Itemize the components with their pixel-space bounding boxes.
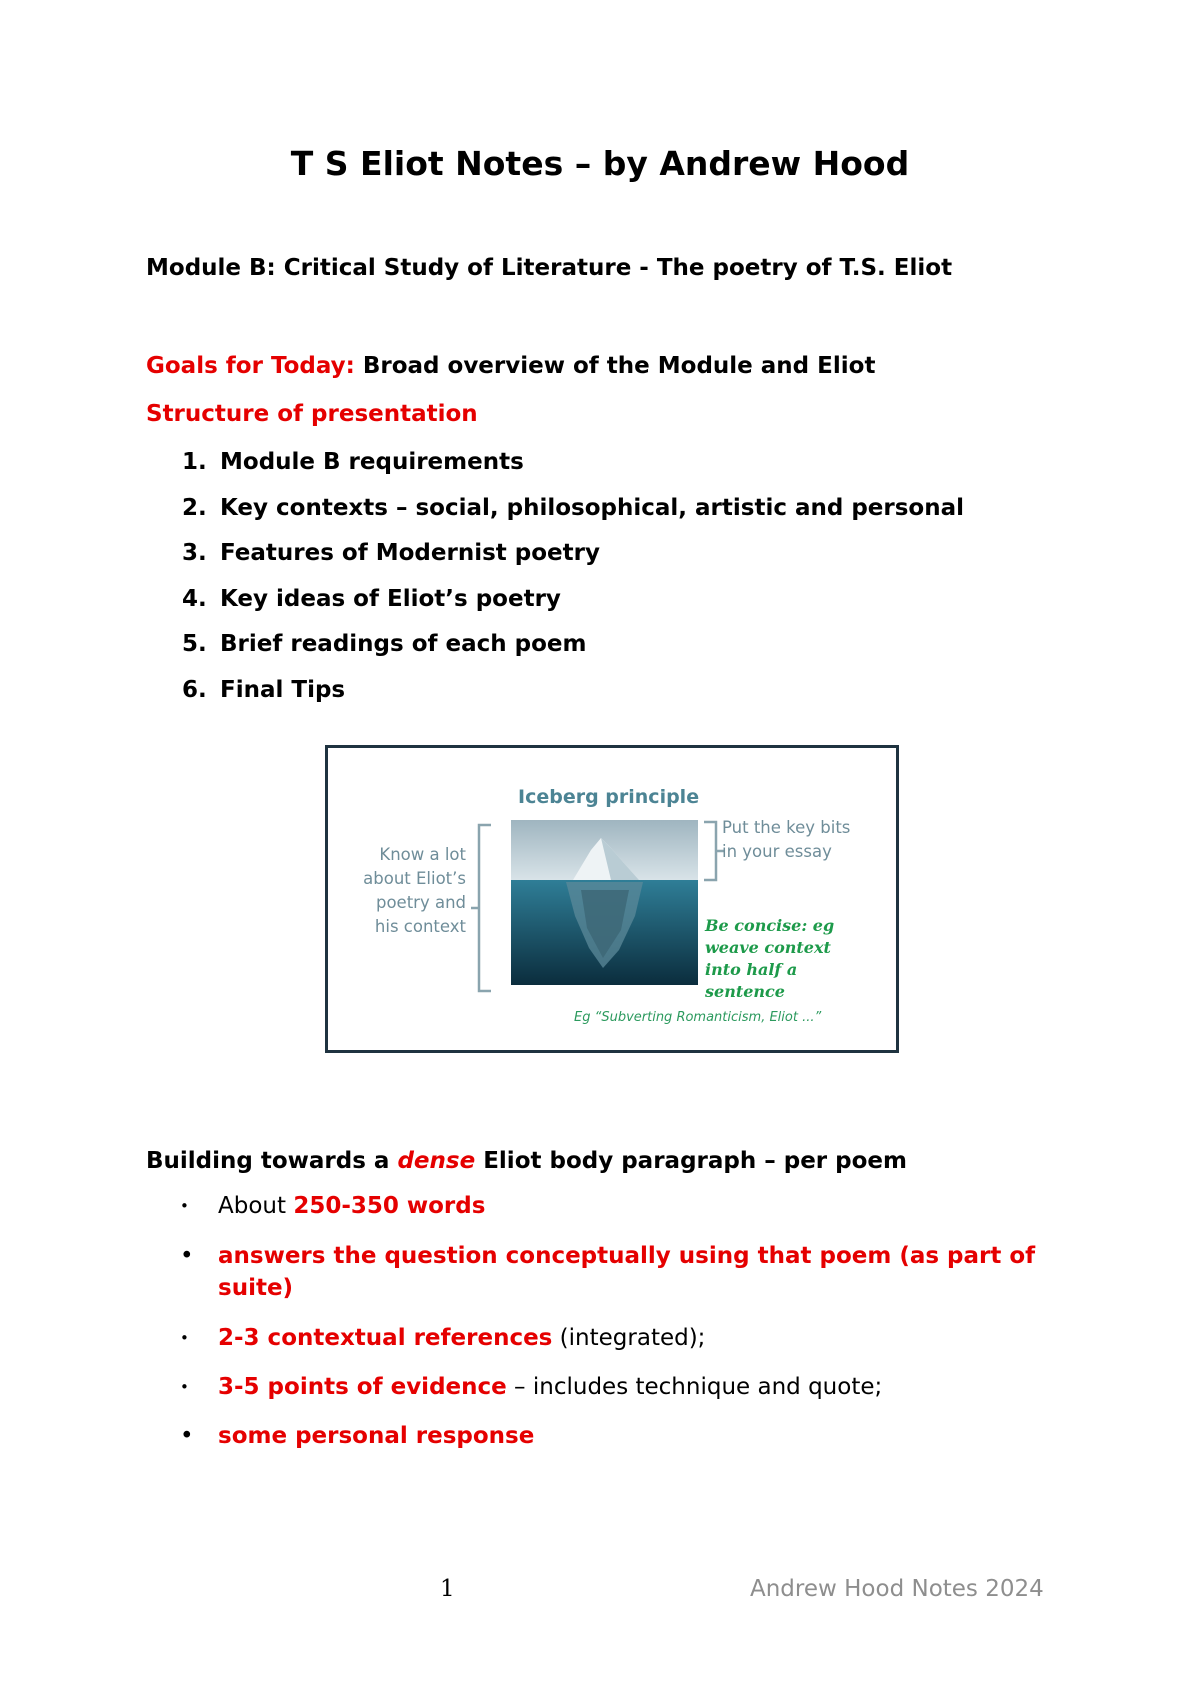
heading-emphasis: dense: [397, 1148, 476, 1174]
item-text: Key ideas of Eliot’s poetry: [220, 585, 561, 612]
goals-text: Broad overview of the Module and Eliot: [354, 353, 876, 379]
item-text: – includes technique and quote;: [506, 1374, 883, 1400]
footer-text: Andrew Hood Notes 2024: [750, 1576, 1044, 1602]
bullet-icon: •: [180, 1243, 194, 1269]
bullet-icon: •: [180, 1378, 189, 1396]
bullet-icon: •: [180, 1423, 194, 1449]
item-highlight: some personal response: [218, 1423, 535, 1449]
item-text: About: [218, 1193, 294, 1219]
item-text: Module B requirements: [220, 449, 524, 475]
structure-item: [182, 446, 964, 492]
structure-item: [182, 674, 964, 720]
item-text: Key contexts – social, philosophical, artistic and personal: [220, 494, 965, 521]
item-number: 3.: [182, 540, 207, 566]
item-number: 1.: [182, 449, 207, 475]
bullet-icon: •: [180, 1197, 189, 1215]
structure-item: [182, 583, 964, 629]
structure-list: [182, 446, 964, 719]
paragraph-checklist: [180, 1190, 1080, 1469]
page-number: 1: [440, 1576, 455, 1602]
list-item: [180, 1322, 1080, 1371]
item-highlight: 2-3 contextual references: [218, 1325, 553, 1351]
figure-title: Iceberg principle: [518, 786, 700, 808]
structure-heading: Structure of presentation: [146, 401, 478, 427]
item-text: Brief readings of each poem: [220, 631, 587, 657]
left-bracket-icon: [471, 823, 501, 993]
item-number: 6.: [182, 676, 207, 703]
heading-suffix: Eliot body paragraph – per poem: [475, 1148, 907, 1174]
list-item: [180, 1371, 1080, 1420]
page-title: T S Eliot Notes – by Andrew Hood: [290, 144, 910, 183]
goals-label: Goals for Today:: [146, 353, 355, 379]
list-item: [180, 1240, 1080, 1322]
heading-prefix: Building towards a: [146, 1148, 398, 1174]
list-item: [180, 1190, 1080, 1240]
figure-left-text: Know a lot about Eliot’s poetry and his context: [363, 845, 466, 936]
iceberg-image: [511, 820, 698, 985]
item-number: 4.: [182, 585, 207, 612]
bullet-icon: •: [180, 1329, 189, 1347]
figure-concise-note: Be concise: eg weave context into half a sentence: [705, 916, 835, 1001]
structure-item: [182, 492, 964, 538]
item-highlight: 3-5 points of evidence: [218, 1374, 507, 1400]
paragraph-heading: [146, 1148, 907, 1174]
list-item: [180, 1420, 1080, 1469]
structure-item: [182, 537, 964, 583]
item-text: (integrated);: [552, 1325, 706, 1351]
item-text: Features of Modernist poetry: [220, 540, 600, 566]
item-highlight: answers the question conceptually using that poem (as part of suite): [218, 1243, 1036, 1301]
goals-line: [146, 353, 875, 379]
figure-example: Eg “Subverting Romanticism, Eliot ...”: [574, 1010, 822, 1025]
item-number: 2.: [182, 494, 207, 521]
module-subtitle: Module B: Critical Study of Literature - The poetry of T.S. Eliot: [146, 255, 953, 281]
item-number: 5.: [182, 631, 207, 657]
item-highlight: 250-350 words: [293, 1193, 486, 1219]
figure-right-text: Put the key bits in your essay: [722, 818, 851, 861]
item-text: Final Tips: [220, 676, 346, 703]
structure-item: [182, 628, 964, 674]
iceberg-figure: [325, 745, 899, 1053]
